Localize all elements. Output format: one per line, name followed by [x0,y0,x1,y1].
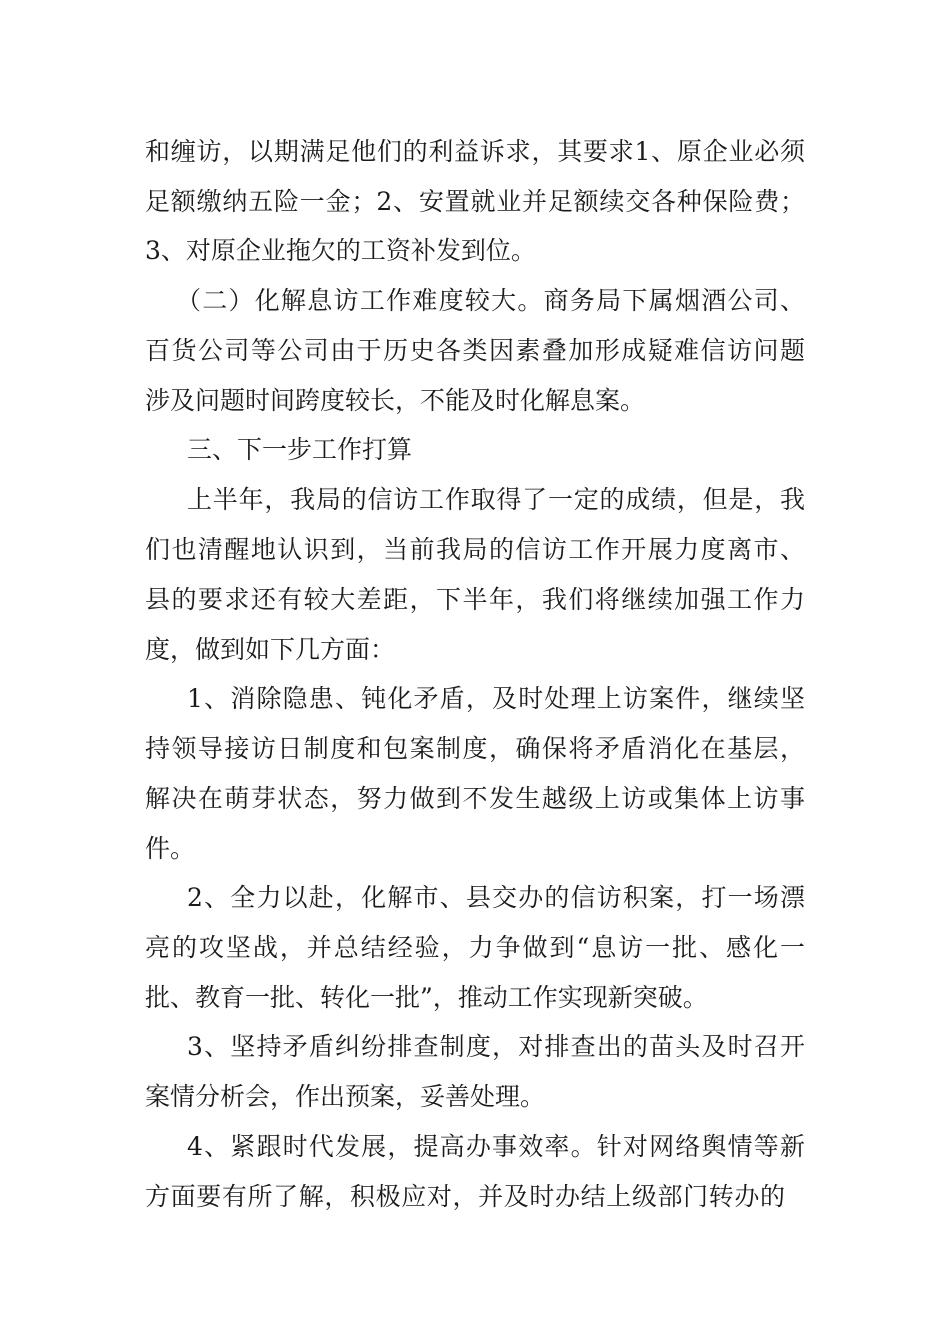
text-line: 亮的攻坚战，并总结经验，力争做到“息访一批、感化一 [145,933,805,962]
text-line: 持领导接访日制度和包案制度，确保将矛盾消化在基层， [145,734,805,763]
text-line: 方面要有所了解，积极应对，并及时办结上级部门转办的 [145,1182,785,1211]
text-line: 4、紧跟时代发展，提高办事效率。针对网络舆情等新 [187,1132,805,1161]
text-line: 度，做到如下几方面： [145,635,396,664]
text-line: 百货公司等公司由于历史各类因素叠加形成疑难信访问题 [145,336,805,365]
text-line: 上半年，我局的信访工作取得了一定的成绩，但是，我 [187,485,805,514]
section-heading: 三、下一步工作打算 [187,435,413,464]
text-line: 案情分析会，作出预案，妥善处理。 [145,1082,546,1111]
text-line: 县的要求还有较大差距，下半年，我们将继续加强工作力 [145,585,805,614]
text-line: 件。 [145,834,196,863]
text-line: 2、全力以赴，化解市、县交办的信访积案，打一场漂 [187,883,805,912]
text-line: 1、消除隐患、钝化矛盾，及时处理上访案件，继续坚 [187,684,805,713]
text-line: 和缠访，以期满足他们的利益诉求，其要求1、原企业必须 [145,137,805,166]
text-line: 3、对原企业拖欠的工资补发到位。 [145,236,536,265]
text-line: 3、坚持矛盾纠纷排查制度，对排查出的苗头及时召开 [187,1032,805,1061]
text-line: 足额缴纳五险一金；2、安置就业并足额续交各种保险费； [145,187,805,216]
text-line: 涉及问题时间跨度较长，不能及时化解息案。 [145,386,646,415]
text-line: 解决在萌芽状态，努力做到不发生越级上访或集体上访事 [145,784,805,813]
text-line: 们也清醒地认识到，当前我局的信访工作开展力度离市、 [145,535,805,564]
text-line: （二）化解息访工作难度较大。商务局下属烟酒公司、 [176,286,805,315]
text-line: 批、教育一批、转化一批”，推动工作实现新突破。 [145,983,708,1012]
